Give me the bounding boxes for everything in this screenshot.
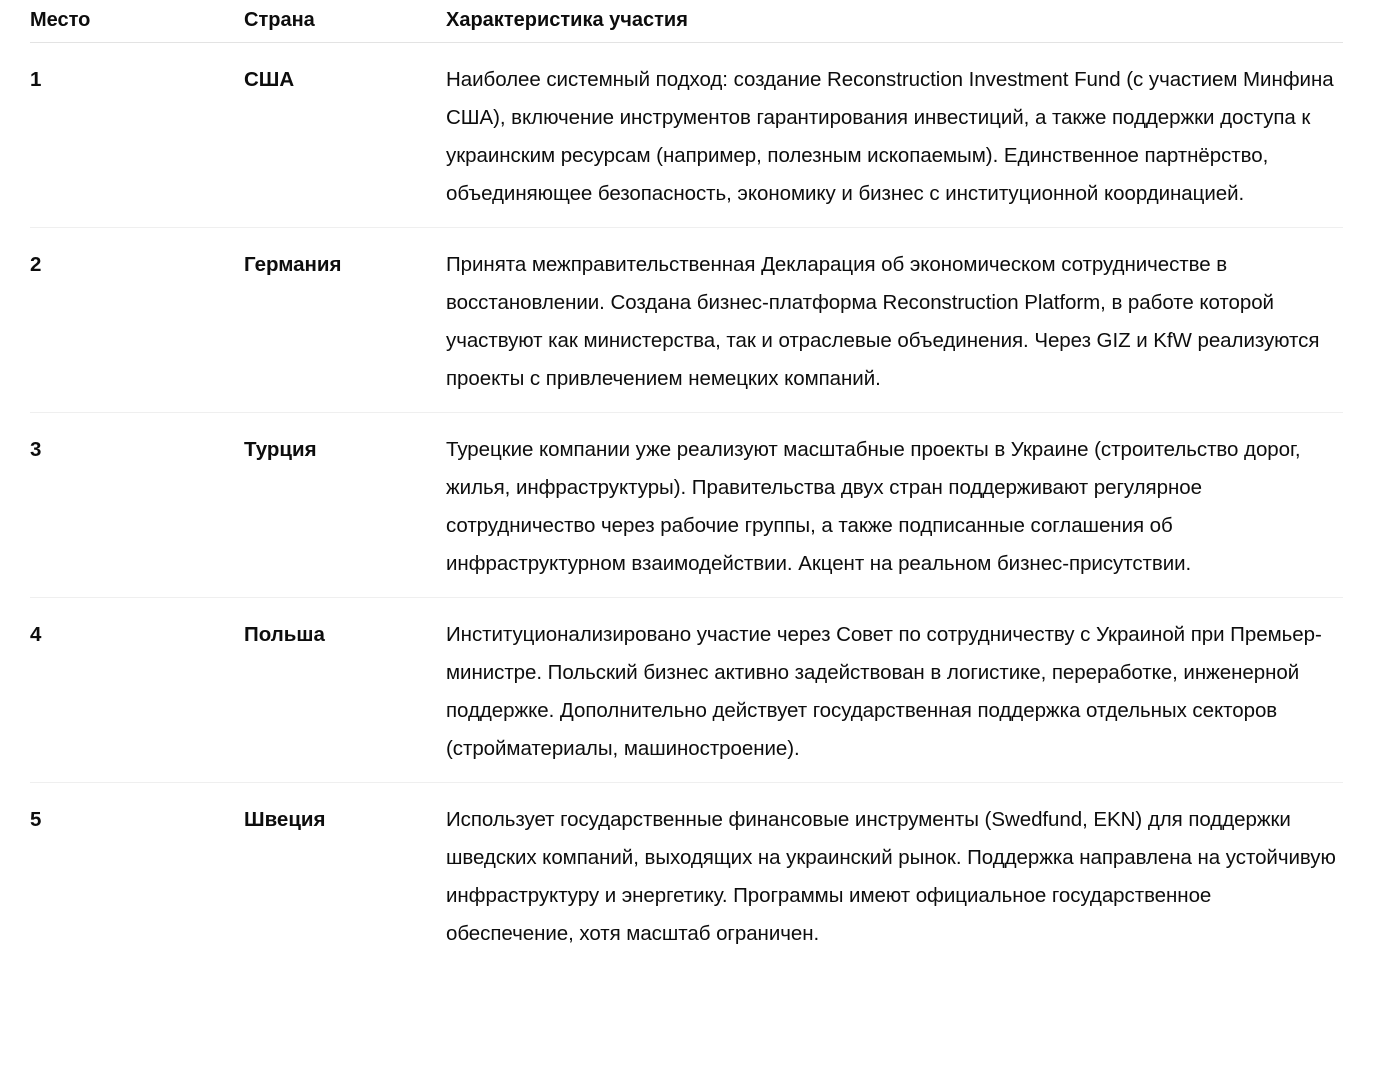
cell-description: Использует государственные финансовые инструменты (Swedfund, EKN) для поддержки шведских компаний, выходящих на украинский рынок. Поддержка направлена на устойчивую инфраструктуру и энергетику. Программы имеют официальное государственное обеспечение, хотя масштаб ограничен. xyxy=(446,808,1336,945)
ranking-table-container xyxy=(30,0,1343,967)
cell-description: Турецкие компании уже реализуют масштабные проекты в Украине (строительство дорог, жилья, инфраструктуры). Правительства двух стран поддерживают регулярное сотрудничество через рабочие группы, а также подписанные соглашения об инфраструктурном взаимодействии. Акцент на реальном бизнес-присутствии. xyxy=(446,413,1343,598)
cell-place: 2 xyxy=(30,228,244,413)
cell-country: Швеция xyxy=(244,808,326,831)
cell-place: 4 xyxy=(30,598,244,783)
cell-country: Турция xyxy=(244,413,446,598)
table-row xyxy=(30,783,1343,968)
table-row xyxy=(30,43,1343,228)
header-row xyxy=(30,0,1343,43)
cell-place: 5 xyxy=(30,808,42,831)
cell-description: Наиболее системный подход: создание Reconstruction Investment Fund (с участием Минфина США), включение инструментов гарантирования инвестиций, а также поддержки доступа к украинским ресурсам (например, полезным ископаемым). Единственное партнёрство, объединяющее безопасность, экономику и бизнес с институционной координацией. xyxy=(446,43,1343,228)
header-place: Место xyxy=(30,0,244,43)
table-row xyxy=(30,413,1343,598)
cell-description: Принята межправительственная Декларация об экономическом сотрудничестве в восстановлении. Создана бизнес-платформа Reconstruction Platform, в работе которой участвуют как министерства, так и отраслевые объединения. Через GIZ и KfW реализуются проекты с привлечением немецких компаний. xyxy=(446,228,1343,413)
cell-description: Институционализировано участие через Совет по сотрудничеству с Украиной при Премьер-министре. Польский бизнес активно задействован в логистике, переработке, инженерной поддержке. Дополнительно действует государственная поддержка отдельных секторов (стройматериалы, машиностроение). xyxy=(446,598,1343,783)
table-row xyxy=(30,228,1343,413)
ranking-table xyxy=(30,0,1343,967)
cell-place: 1 xyxy=(30,43,244,228)
cell-country: США xyxy=(244,43,446,228)
header-country: Страна xyxy=(244,0,446,43)
table-row xyxy=(30,598,1343,783)
cell-country: Германия xyxy=(244,228,446,413)
header-description: Характеристика участия xyxy=(446,0,1343,43)
table-header xyxy=(30,0,1343,43)
cell-country: Польша xyxy=(244,598,446,783)
table-body xyxy=(30,43,1343,968)
cell-place: 3 xyxy=(30,413,244,598)
